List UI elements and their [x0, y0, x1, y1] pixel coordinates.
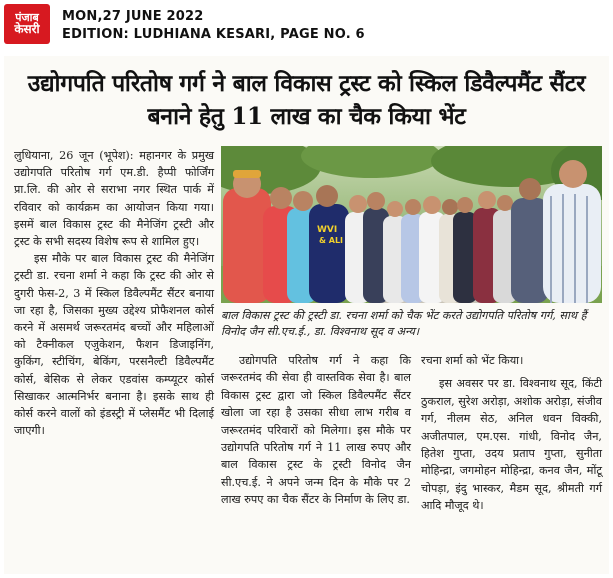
article-paragraph: इस अवसर पर डा. विश्वनाथ सूद, किंटी ठुकराल, सुरेश अरोड़ा, अशोक अरोड़ा, संजीव गर्ग, नीलम सेठ, अनिल धवन विक्की, अजीतपाल, एम.एस. गांधी, विनोद जैन, हितेश गुप्ता, उदय प्रताप गुप्ता, सुनीता मोहिन्द्रा, जगमोहन मोहिन्द्रा, कनव जैन, मोंटू चोपड़ा, इंदु भास्कर, मैडम सूद, श्रीमती गर्ग आदि मौजूद थे।: [421, 377, 602, 513]
article-column-2: [221, 352, 411, 509]
svg-text:& ALI: & ALI: [319, 236, 344, 245]
news-photo: [221, 146, 602, 303]
article-headline: उद्योगपति परितोष गर्ग ने बाल विकास ट्रस्ट को स्किल डिवैल्पमैंट सैंटर बनाने हेतु 11 लाख का चैक किया भेंट: [27, 70, 586, 130]
punjab-kesari-logo: [4, 4, 50, 44]
edition-date: MON,27 JUNE 2022: [62, 9, 204, 24]
article-paragraph: रचना शर्मा को भेंट किया।: [421, 354, 524, 367]
edition-info: EDITION: LUDHIANA KESARI, PAGE NO. 6: [62, 27, 365, 42]
edition-meta: [62, 8, 365, 44]
group-photo-illustration: [221, 146, 602, 303]
article-paragraph: उद्योगपति परितोष गर्ग ने कहा कि जरूरतमंद की सेवा ही वास्तविक सेवा है। बाल विकास ट्रस्ट द्वारा जो स्किल डिवैल्पमैंट सैंटर खोला जा रहा है उसका सीधा लाभ गरीब व जरूरतमंद परिवारों को मिलेगा। इस मौके पर उद्योगपति परितोष गर्ग ने 11 लाख रुपए और बाल विकास ट्रस्ट के ट्रस्टी विनोद जैन सी.एच.ई. ने अपने जन्म दिन के मौके पर 2 लाख रुपए का चैक सैंटर के निर्माण के लिए डा.: [221, 354, 411, 507]
logo-line-1: पंजाब: [15, 10, 39, 24]
article-column-3: [421, 352, 602, 515]
article-column-1: [14, 147, 214, 439]
svg-text:WVI: WVI: [317, 225, 338, 235]
article-paragraph: इस मौके पर बाल विकास ट्रस्ट की मैनेजिंग ट्रस्टी डा. रचना शर्मा ने कहा कि ट्रस्ट की ओर से दुगरी फेस-2, 3 में स्किल डिवैल्पमैंट सैंटर बनाया जा रहा है, जिसका मुख्य उद्देश्य प्रोफैशनल कोर्स करने में असमर्थ जरूरतमंद बच्चों और महिलाओं को टैक्नीकल एजुकेशन, फैशन डिजाइनिंग, कुकिंग, स्टीचिंग, बेकिंग, परसनैल्टी डिवैल्पमैंट कोर्स, बेसिक से लेकर एडवांस कम्प्यूटर कोर्स सिखाकर आत्मनिर्भर बनाना है। इसके साथ ही कोर्स करने वालों को इंडस्ट्री में प्लेसमैंट भी दिलाई जाएगी।: [14, 252, 214, 438]
article-paragraph: लुधियाना, 26 जून (भूपेश): महानगर के प्रमुख उद्योगपति परितोष गर्ग एम.डी. हैप्पी फोर्जिंग प्रा.लि. की ओर से सराभा नगर स्थित पार्क में रविवार को कार्यक्रम का आयोजन किया गया। इसमें बाल विकास ट्रस्ट की मैनेजिंग ट्रस्टी और ट्रस्ट के सभी सदस्य विशेष रूप से शामिल हुए।: [14, 149, 214, 249]
photo-caption: बाल विकास ट्रस्ट की ट्रस्टी डा. रचना शर्मा को चैक भेंट करते उद्योगपति परितोष गर्ग, साथ हैं विनोद जैन सी.एच.ई., डा. विश्वनाथ सूद व अन्य।: [221, 309, 587, 338]
logo-line-2: केसरी: [14, 22, 40, 37]
